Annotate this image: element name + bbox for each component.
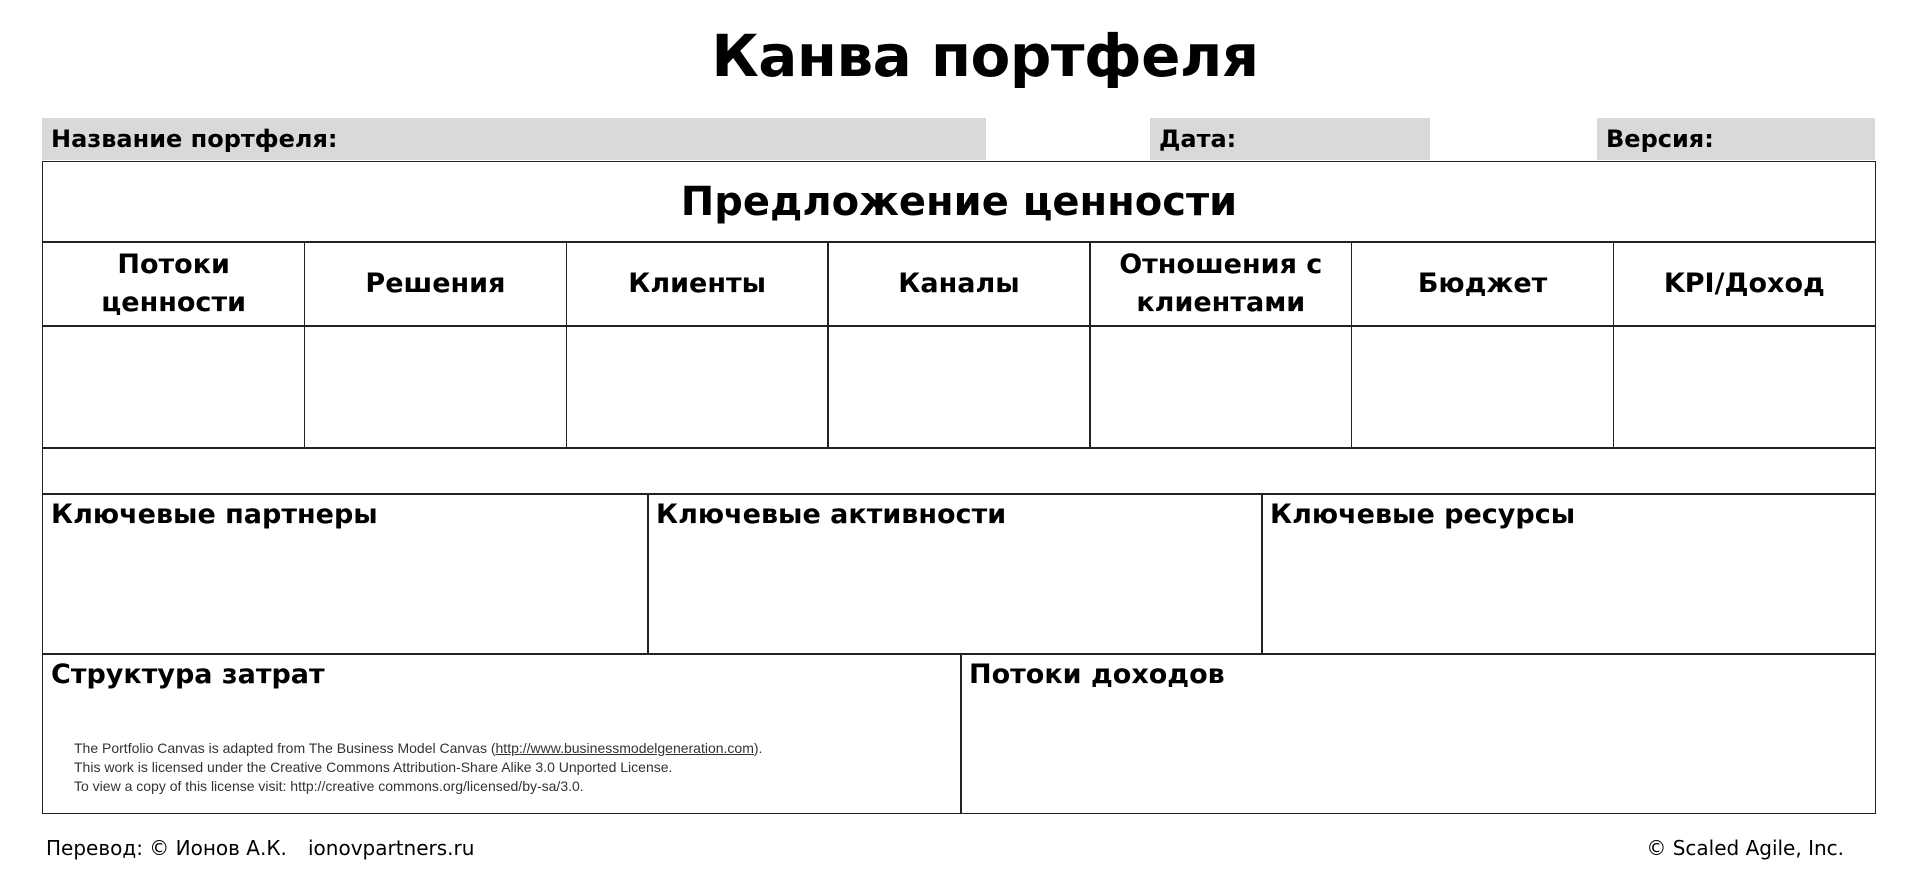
translation-credit: Перевод: © Ионов А.К. — [46, 836, 287, 860]
column-header-value-streams: Потоки ценности — [42, 241, 305, 327]
license-line-1-suffix: ). — [753, 740, 763, 756]
cost-structure-cell[interactable] — [42, 653, 962, 814]
column-header-customers: Клиенты — [566, 241, 829, 327]
key-resources-label: Ключевые ресурсы — [1270, 499, 1576, 530]
portfolio-name-field[interactable]: Название портфеля: — [42, 118, 986, 160]
spacer-row — [42, 447, 1876, 495]
site-link[interactable]: ionovpartners.ru — [308, 836, 475, 860]
license-notice — [74, 739, 762, 796]
copyright-notice: © Scaled Agile, Inc. — [1646, 836, 1844, 860]
column-header-budget: Бюджет — [1351, 241, 1614, 327]
channels-cell[interactable] — [827, 325, 1090, 449]
key-resources-cell[interactable] — [1261, 493, 1876, 655]
bottom-sections-row — [42, 653, 1876, 814]
page-title: Канва портфеля — [711, 22, 1259, 90]
cost-structure-label: Структура затрат — [51, 659, 325, 690]
date-field[interactable]: Дата: — [1150, 118, 1430, 160]
revenue-streams-label: Потоки доходов — [969, 659, 1225, 690]
license-line-2: This work is licensed under the Creative Commons Attribution-Share Alike 3.0 Unported License. — [74, 759, 673, 775]
value-streams-cell[interactable] — [42, 325, 305, 449]
key-sections-row — [42, 493, 1876, 655]
column-header-row — [42, 241, 1876, 327]
column-header-channels: Каналы — [827, 241, 1090, 327]
customer-relationships-cell[interactable] — [1089, 325, 1352, 449]
budget-cell[interactable] — [1351, 325, 1614, 449]
license-line-1-prefix: The Portfolio Canvas is adapted from The Business Model Canvas ( — [74, 740, 496, 756]
value-proposition-input-row — [42, 325, 1876, 449]
license-line-3: To view a copy of this license visit: http://creative commons.org/licensed/by-sa/3.0. — [74, 778, 584, 794]
column-header-customer-relationships: Отношения с клиентами — [1089, 241, 1352, 327]
value-proposition-header: Предложение ценности — [42, 161, 1876, 243]
license-line-1 — [74, 739, 762, 758]
solutions-cell[interactable] — [304, 325, 567, 449]
business-model-generation-link[interactable]: http://www.businessmodelgeneration.com — [495, 740, 754, 756]
column-header-kpi-revenue: KPI/Доход — [1613, 241, 1876, 327]
customers-cell[interactable] — [566, 325, 829, 449]
key-partners-label: Ключевые партнеры — [51, 499, 378, 530]
kpi-revenue-cell[interactable] — [1613, 325, 1876, 449]
key-activities-label: Ключевые активности — [656, 499, 1007, 530]
revenue-streams-cell[interactable] — [960, 653, 1876, 814]
column-header-solutions: Решения — [304, 241, 567, 327]
version-field[interactable]: Версия: — [1597, 118, 1875, 160]
key-activities-cell[interactable] — [647, 493, 1263, 655]
key-partners-cell[interactable] — [42, 493, 649, 655]
